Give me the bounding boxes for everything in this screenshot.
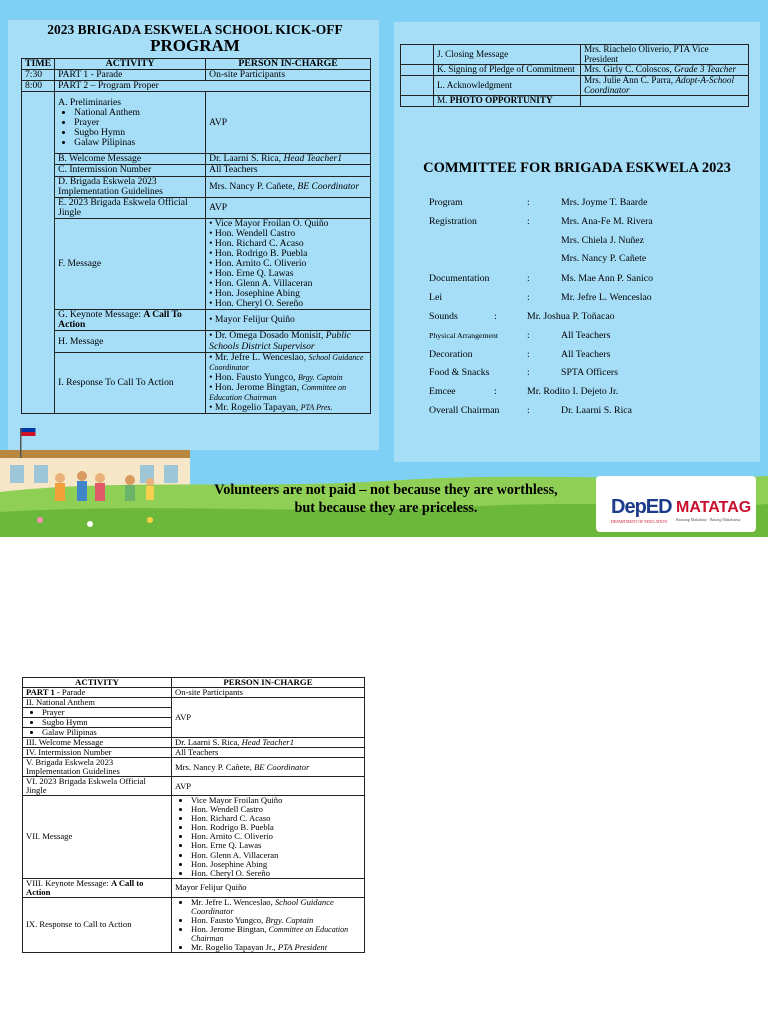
program-table-draft	[22, 677, 365, 953]
activity-cell: H. Message	[55, 331, 206, 352]
deped-logo: DepED	[611, 496, 672, 518]
matatag-logo-caption: Bansang Makabata · Batang Makabansa	[676, 517, 741, 522]
committee-label: Decoration	[429, 349, 473, 360]
person-name: • Hon. Erne Q. Lawas	[209, 268, 294, 280]
person-name: • Mr. Jefre L. Wenceslao,	[209, 351, 307, 363]
list-item: • Galaw Pilipinas	[42, 728, 168, 737]
activity-cell	[434, 96, 581, 107]
person-cell: On-site Participants	[206, 70, 371, 81]
table-row	[22, 331, 371, 352]
person-role: Adopt-A-School Coordinator	[584, 74, 735, 95]
table-row	[23, 748, 365, 758]
committee-name: All Teachers	[561, 330, 611, 341]
activity-cell: E. 2023 Brigada Eskwela Official Jingle	[55, 197, 206, 218]
time-header: TIME	[22, 59, 55, 70]
person-name: Hon. Fausto Yungco,	[191, 914, 264, 925]
table-row	[23, 777, 365, 796]
table-row	[23, 897, 365, 953]
person-role: BE Coordinator	[254, 761, 310, 772]
activity-cell: L. Acknowledgment	[434, 75, 581, 95]
committee-colon: :	[494, 311, 497, 322]
prelim-list	[58, 108, 202, 148]
person-role: Committee on Education Chairman	[209, 382, 347, 402]
person-cell: All Teachers	[206, 165, 371, 176]
committee-colon: :	[527, 330, 530, 341]
time-cell	[401, 65, 434, 76]
person-cell: • Mayor Felijur Quiño	[206, 310, 371, 331]
list-item: • National Anthem	[74, 108, 202, 118]
person-name: Mrs. Julie Ann C. Parra,	[584, 74, 674, 85]
activity-cell	[55, 92, 206, 154]
committee-colon: :	[527, 292, 530, 303]
person-role: Committee on Education Chairman	[191, 924, 349, 944]
activity-cell: F. Message	[55, 218, 206, 310]
person-role: Grade 3 Teacher	[674, 64, 737, 75]
person-cell	[581, 75, 749, 95]
activity-cell: IX. Response to Call to Action	[23, 897, 172, 953]
volunteer-icon	[146, 478, 154, 486]
table-row	[22, 165, 371, 176]
volunteer-icon	[77, 471, 87, 481]
committee-colon: :	[527, 216, 530, 227]
person-name: • Hon. Cheryl O. Sereño	[209, 298, 304, 310]
list-item: • Hon. Richard C. Acaso	[191, 814, 361, 823]
list-item: • Prayer	[74, 118, 202, 128]
activity-cell: PART 1 - Parade	[55, 70, 206, 81]
person-name: • Hon. Richard C. Acaso	[209, 237, 304, 249]
activity-cell: PART 2 – Program Proper	[55, 81, 371, 92]
person-entry	[209, 353, 367, 373]
person-cell: Mrs. Riachelo Oliverio, PTA Vice President	[581, 45, 749, 65]
activity-cell	[23, 728, 172, 738]
table-row	[22, 92, 371, 154]
person-name: Mr. Rogelio Tapayan Jr.,	[191, 942, 276, 953]
list-item: • Galaw Pilipinas	[74, 138, 202, 148]
activity-cell	[23, 878, 172, 897]
person-name: Hon. Jerome Bingtan,	[191, 923, 267, 934]
person-cell	[206, 352, 371, 413]
person-role: Brgy. Captain	[297, 372, 343, 382]
list-item	[191, 943, 361, 952]
time-cell	[401, 96, 434, 107]
committee-colon: :	[527, 197, 530, 208]
committee-name: Mrs. Ana-Fe M. Rivera	[561, 216, 653, 227]
activity-cell: I. Response To Call To Action	[55, 352, 206, 413]
table-row	[22, 81, 371, 92]
person-name: Dr. Laarni S. Rica,	[209, 153, 282, 165]
person-name: • Hon. Wendell Castro	[209, 227, 296, 239]
activity-cell	[23, 708, 172, 718]
list-item: • Hon. Erne Q. Lawas	[191, 841, 361, 850]
committee-title: COMMITTEE FOR BRIGADA ESKWELA 2023	[423, 160, 731, 176]
time-cell	[401, 75, 434, 95]
person-cell: On-site Participants	[172, 688, 365, 698]
committee-name: Mr. Jefre L. Wenceslao	[561, 292, 652, 303]
list-item: • Hon. Josephine Abing	[191, 860, 361, 869]
activity-cell: III. Welcome Message	[23, 738, 172, 748]
activity-cell: IV. Intermission Number	[23, 748, 172, 758]
committee-colon: :	[494, 386, 497, 397]
time-cell: 8:00	[22, 81, 55, 92]
person-cell	[172, 758, 365, 777]
table-header	[23, 678, 365, 688]
volunteer-icon	[95, 473, 105, 483]
person-name: Mrs. Girly C. Coloscos,	[584, 64, 672, 75]
activity-cell: V. Brigada Eskwela 2023 Implementation Guidelines	[23, 758, 172, 777]
person-cell	[206, 154, 371, 165]
person-cell	[206, 331, 371, 352]
table-row	[23, 738, 365, 748]
list-item: • Prayer	[42, 708, 168, 717]
person-name: • Hon. Glenn A. Villaceran	[209, 278, 313, 290]
list-item	[191, 898, 361, 916]
person-cell	[581, 65, 749, 76]
activity-cell: B. Welcome Message	[55, 154, 206, 165]
person-name: Mrs. Nancy P. Cañete,	[175, 761, 252, 772]
quote-line: Volunteers are not paid – not because they are worthless,	[214, 482, 558, 498]
table-row	[401, 75, 749, 95]
activity-emphasis: A Call To Action	[58, 309, 182, 331]
table-row	[23, 796, 365, 878]
activity-header: ACTIVITY	[23, 678, 172, 688]
table-row	[23, 688, 365, 698]
committee-label: Overall Chairman	[429, 405, 500, 416]
person-role: School Guidance Coordinator	[209, 352, 364, 372]
table-row	[22, 197, 371, 218]
table-row	[22, 218, 371, 310]
person-header: PERSON IN-CHARGE	[172, 678, 365, 688]
activity-cell	[55, 310, 206, 331]
committee-name: Mrs. Joyme T. Baarde	[561, 197, 648, 208]
activity-label: M.	[437, 95, 448, 106]
committee-name: SPTA Officers	[561, 367, 618, 378]
committee-label: Documentation	[429, 273, 490, 284]
list-item	[191, 925, 361, 944]
activity-cell: K. Signing of Pledge of Commitment	[434, 65, 581, 76]
committee-label: Program	[429, 197, 463, 208]
person-cell	[172, 796, 365, 878]
committee-name: Mrs. Chiela J. Nuñez	[561, 235, 644, 246]
person-name: Mr. Jefre L. Wenceslao,	[191, 896, 273, 907]
person-entry	[209, 403, 367, 413]
activity-emphasis: A Call to Action	[26, 877, 144, 897]
person-cell: All Teachers	[172, 748, 365, 758]
person-role: School Guidance Coordinator	[191, 896, 334, 916]
table-row	[22, 310, 371, 331]
person-cell: AVP	[172, 777, 365, 796]
list-item: • Hon. Rodrigo B. Puebla	[191, 823, 361, 832]
committee-name: Ms. Mae Ann P. Sanico	[561, 273, 653, 284]
person-name: • Dr. Omega Dosado Monisit,	[209, 330, 324, 342]
committee-colon: :	[527, 367, 530, 378]
time-cell	[22, 92, 55, 414]
list-item: • Hon. Wendell Castro	[191, 805, 361, 814]
person-role: Head Teacher1	[241, 737, 295, 748]
table-row	[23, 878, 365, 897]
committee-label: Physical Arrangement	[429, 331, 499, 340]
committee-label: Emcee	[429, 386, 456, 397]
person-cell: AVP	[206, 197, 371, 218]
time-cell: 7:30	[22, 70, 55, 81]
activity-header: ACTIVITY	[55, 59, 206, 70]
program-table-continued	[400, 44, 749, 107]
committee-colon: :	[527, 349, 530, 360]
activity-label: VIII. Keynote Message:	[26, 877, 109, 888]
table-header	[22, 59, 371, 70]
person-cell: AVP	[206, 92, 371, 154]
activity-cell: VI. 2023 Brigada Eskwela Official Jingle	[23, 777, 172, 796]
committee-label: Lei	[429, 292, 443, 303]
person-cell: AVP	[172, 698, 365, 738]
list-item: • Sugbo Hymn	[42, 718, 168, 727]
person-entry	[209, 383, 367, 403]
committee-colon: :	[527, 273, 530, 284]
program-table	[21, 58, 371, 414]
person-name: Mrs. Nancy P. Cañete,	[209, 180, 295, 192]
person-name: • Mr. Rogelio Tapayan,	[209, 401, 299, 413]
person-name: • Hon. Fausto Yungco,	[209, 371, 296, 383]
person-cell	[206, 176, 371, 197]
time-cell	[401, 45, 434, 65]
committee-label: Registration	[429, 216, 477, 227]
person-cell	[206, 218, 371, 310]
volunteer-icon	[125, 475, 135, 485]
activity-label: - Parade	[54, 687, 86, 698]
person-role: BE Coordinator	[297, 180, 360, 192]
committee-name: Dr. Laarni S. Rica	[561, 405, 633, 416]
activity-cell	[23, 688, 172, 698]
list-item: • Sugbo Hymn	[74, 128, 202, 138]
activity-cell: D. Brigada Eskwela 2023 Implementation Guidelines	[55, 176, 206, 197]
person-header: PERSON IN-CHARGE	[206, 59, 371, 70]
event-title: 2023 BRIGADA ESKWELA SCHOOL KICK-OFF	[47, 22, 343, 37]
activity-cell	[23, 718, 172, 728]
activity-cell: VII. Message	[23, 796, 172, 878]
table-row	[22, 352, 371, 413]
committee-name: Mr. Joshua P. Toñacao	[527, 311, 615, 322]
table-row	[22, 70, 371, 81]
activity-label: G. Keynote Message:	[58, 309, 141, 321]
list-item: • Vice Mayor Froilan Quiño	[191, 796, 361, 805]
table-row	[22, 176, 371, 197]
activity-cell: C. Intermission Number	[55, 165, 206, 176]
committee-name: All Teachers	[561, 349, 611, 360]
person-cell	[172, 738, 365, 748]
person-role: Head Teacher1	[283, 153, 343, 165]
person-role: PTA President	[277, 942, 328, 953]
table-row	[23, 698, 365, 708]
committee-colon: :	[527, 405, 530, 416]
volunteer-quote	[176, 482, 596, 518]
list-item: • Hon. Glenn A. Villaceran	[191, 851, 361, 860]
list-item: • Hon. Cheryl O. Sereño	[191, 869, 361, 878]
person-role: PTA Pres.	[300, 402, 333, 412]
person-cell	[581, 96, 749, 107]
person-name: Dr. Laarni S. Rica,	[175, 737, 240, 748]
person-name: • Hon. Jerome Bingtan,	[209, 381, 300, 393]
person-cell: Mayor Felijur Quiño	[172, 878, 365, 897]
activity-cell: II. National Anthem	[23, 698, 172, 708]
list-item: • Hon. Arnito C. Oliverio	[191, 832, 361, 841]
committee-label: Sounds	[429, 311, 458, 322]
person-cell	[172, 897, 365, 953]
activity-label: A. Preliminaries	[58, 96, 122, 108]
matatag-logo: MATATAG	[676, 499, 752, 516]
committee-name: Mr. Rodito I. Dejeto Jr.	[527, 386, 619, 397]
person-name: • Vice Mayor Froilan O. Quiño	[209, 217, 329, 229]
committee-label: Food & Snacks	[429, 367, 490, 378]
person-name: • Hon. Arnito C. Oliverio	[209, 258, 307, 270]
volunteer-icon	[55, 473, 65, 483]
person-name: • Hon. Josephine Abing	[209, 288, 300, 300]
table-row	[401, 45, 749, 65]
person-role: Brgy. Captain	[265, 914, 314, 925]
table-row	[22, 154, 371, 165]
table-row	[23, 758, 365, 777]
person-name: • Hon. Rodrigo B. Puebla	[209, 247, 308, 259]
committee-name: Mrs. Nancy P. Cañete	[561, 253, 647, 264]
deped-logo-caption: DEPARTMENT OF EDUCATION	[611, 519, 668, 524]
activity-cell: J. Closing Message	[434, 45, 581, 65]
quote-line: but because they are priceless.	[294, 499, 478, 516]
table-row	[401, 96, 749, 107]
table-row	[401, 65, 749, 76]
program-title: PROGRAM	[150, 36, 240, 55]
activity-emphasis: PHOTO OPPORTUNITY	[449, 95, 553, 106]
flagpole-icon	[20, 428, 22, 458]
activity-emphasis: PART 1	[26, 687, 55, 698]
person-role: Public Schools District Supervisor	[209, 330, 351, 352]
